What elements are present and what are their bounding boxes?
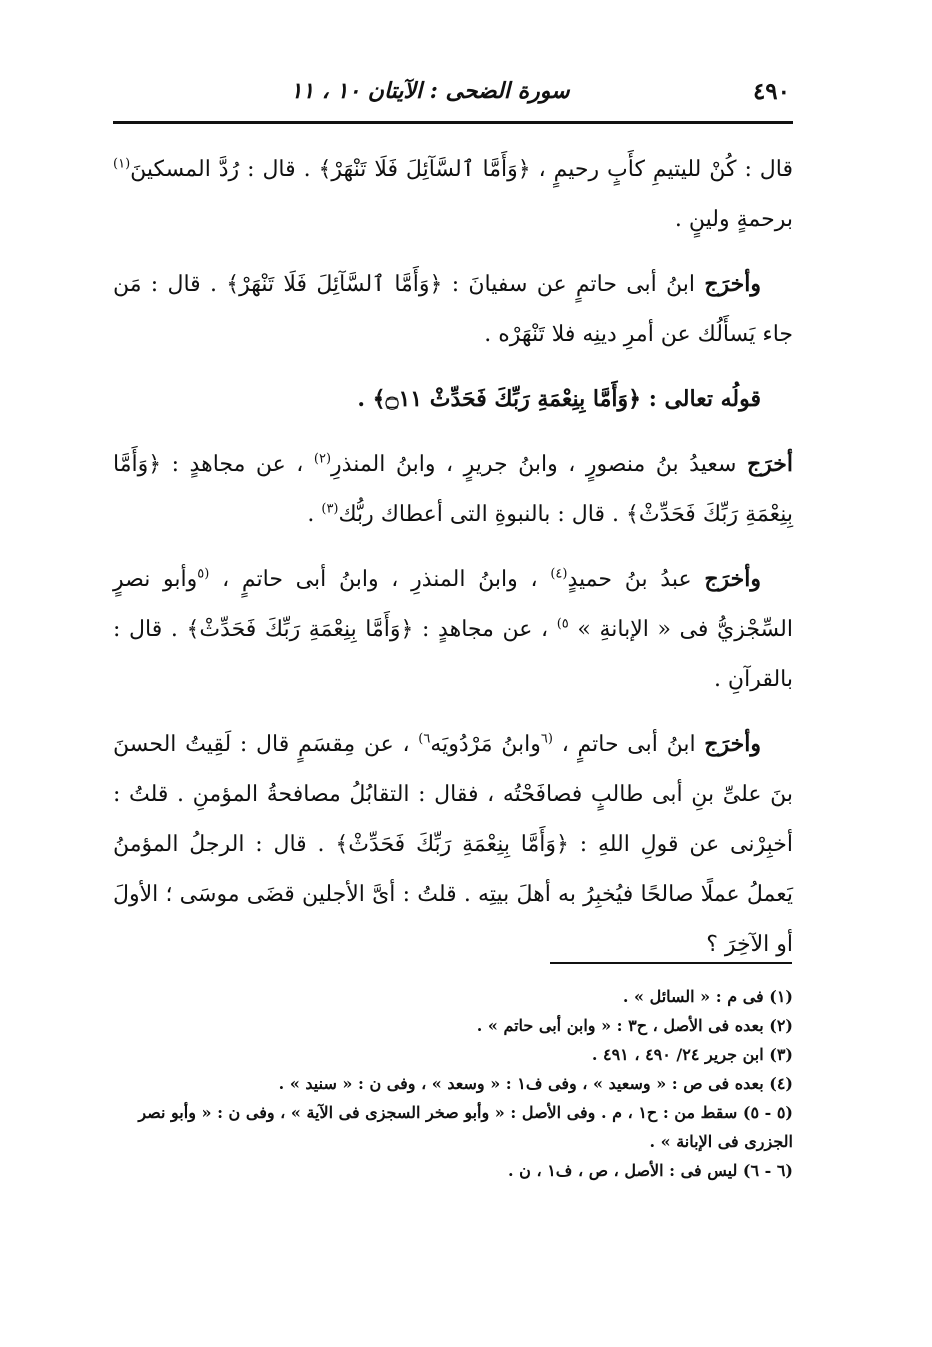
paragraph-text: سعيدُ بنُ منصورٍ ، وابنُ جريرٍ ، وابنُ المنذرِ <box>331 452 747 477</box>
lead-word: أخرَج <box>746 451 793 477</box>
paragraph-text: عبدُ بنُ حميدٍ <box>567 567 705 592</box>
lead-word: قولُه تعالى : <box>648 386 761 412</box>
paragraph-text: وابنُ مَرْدُويَه <box>430 732 541 757</box>
paragraph-text: . <box>307 502 322 527</box>
paragraph <box>113 554 793 705</box>
header-rule <box>113 121 793 124</box>
footnote: (١) فى م : « السائل » . <box>622 987 793 1006</box>
paragraph <box>113 439 793 540</box>
footnote: (٤) بعده فى ص : « وسعيد » ، وفى ف١ : « وسعد » ، وفى ن : « سنيد » . <box>278 1074 793 1093</box>
main-text <box>113 145 793 984</box>
paragraph <box>113 259 793 360</box>
paragraph <box>113 374 793 425</box>
page-header <box>110 72 790 112</box>
footnote-rule <box>550 962 792 964</box>
note-reference: (٥ <box>197 566 210 582</box>
footnote: (٥ - ٥) سقط من : ح١ ، م . وفى الأصل : « وأبو صخر السجزى فى الآية » ، وفى ن : « وأبو نصر الجزرى فى الإبانة » . <box>138 1103 793 1151</box>
paragraph <box>113 719 793 970</box>
paragraph-text: ، عن مجاهدٍ : ﴿وَأَمَّا بِنِعْمَةِ رَبِّكَ فَحَدِّثْ﴾ . قال : بالقرآنِ . <box>113 617 793 692</box>
note-reference: ٦) <box>418 731 431 747</box>
note-reference: (٤) <box>550 566 568 582</box>
quran-verse: ﴿وَأَمَّا بِنِعْمَةِ رَبِّكَ فَحَدِّثْ ۝١١﴾ . <box>357 386 649 412</box>
footnote: (٦ - ٦) ليس فى : الأصل ، ص ، ف١ ، ن . <box>508 1161 793 1180</box>
footnote: (٢) بعده فى الأصل ، ح٣ : « وابن أبى حاتم » . <box>476 1016 793 1035</box>
paragraph-text: برحمةٍ ولينٍ . <box>674 207 793 232</box>
paragraph-text: ، وابنُ المنذرِ ، وابنُ أبى حاتمٍ ، <box>209 567 551 592</box>
running-title: سورة الضحى : الآيتان ١٠ ، ١١ <box>290 78 570 104</box>
lead-word: وأخرَج <box>704 731 761 757</box>
note-reference: (٢) <box>313 451 332 467</box>
paragraph-text: وأبو نصرٍ السِّجْزيُّ فى « الإبانةِ » <box>113 567 793 642</box>
page-number: ٤٩٠ <box>752 78 790 105</box>
paragraph <box>113 145 793 245</box>
paragraph-text: ابنُ أبى حاتمٍ عن سفيانَ : ﴿وَأَمَّا ٱلسَّآئِلَ فَلَا تَنْهَرْ﴾ . قال : مَن جاء يَسأَلُك عن أمرِ دينِه فلا تَنْهَرْه . <box>113 272 793 347</box>
note-reference: ٥) <box>556 616 569 632</box>
paragraph-text: ابنُ أبى حاتمٍ ، <box>552 732 705 757</box>
paragraph-text: قال : كُنْ لليتيمِ كأَبٍ رحيمٍ ، ﴿وَأَمَّا ٱلسَّآئِلَ فَلَا تَنْهَرْ﴾ . قال : رُدَّ المسكينَ <box>130 157 793 182</box>
footnote: (٣) ابن جرير ٢٤/ ٤٩٠ ، ٤٩١ . <box>591 1045 793 1064</box>
lead-word: وأخرَج <box>704 566 762 592</box>
note-reference: (٣) <box>321 501 339 517</box>
note-reference: (١) <box>113 156 131 172</box>
note-reference: (٦ <box>540 731 553 747</box>
footnotes <box>113 982 793 1185</box>
paragraph-text: ، عن مجاهدٍ : ﴿وَأَمَّا بِنِعْمَةِ رَبِّكَ فَحَدِّثْ﴾ . قال : بالنبوةِ التى أعطاك ربُّك <box>113 452 793 527</box>
paragraph-text: ، عن مِقسَمٍ قال : لَقِيتُ الحسنَ بنَ علىِّ بنِ أبى طالبٍ فصافَحْتُه ، فقال : التقابُلُ مصافحةُ المؤمنِ . قلتُ : أخبِرْنى عن قولِ اللهِ : ﴿وَأَمَّا بِنِعْمَةِ رَبِّكَ فَحَدِّثْ﴾ . قال : الرجلُ المؤمنُ يَعملُ عملًا صالحًا فيُخبِرُ به أهلَ بيتِه . قلتُ : أىَّ الأجلين قضَى موسَى ؛ الأولَ أو الآخِرَ ؟ <box>113 732 793 957</box>
lead-word: وأخرَج <box>704 271 761 297</box>
